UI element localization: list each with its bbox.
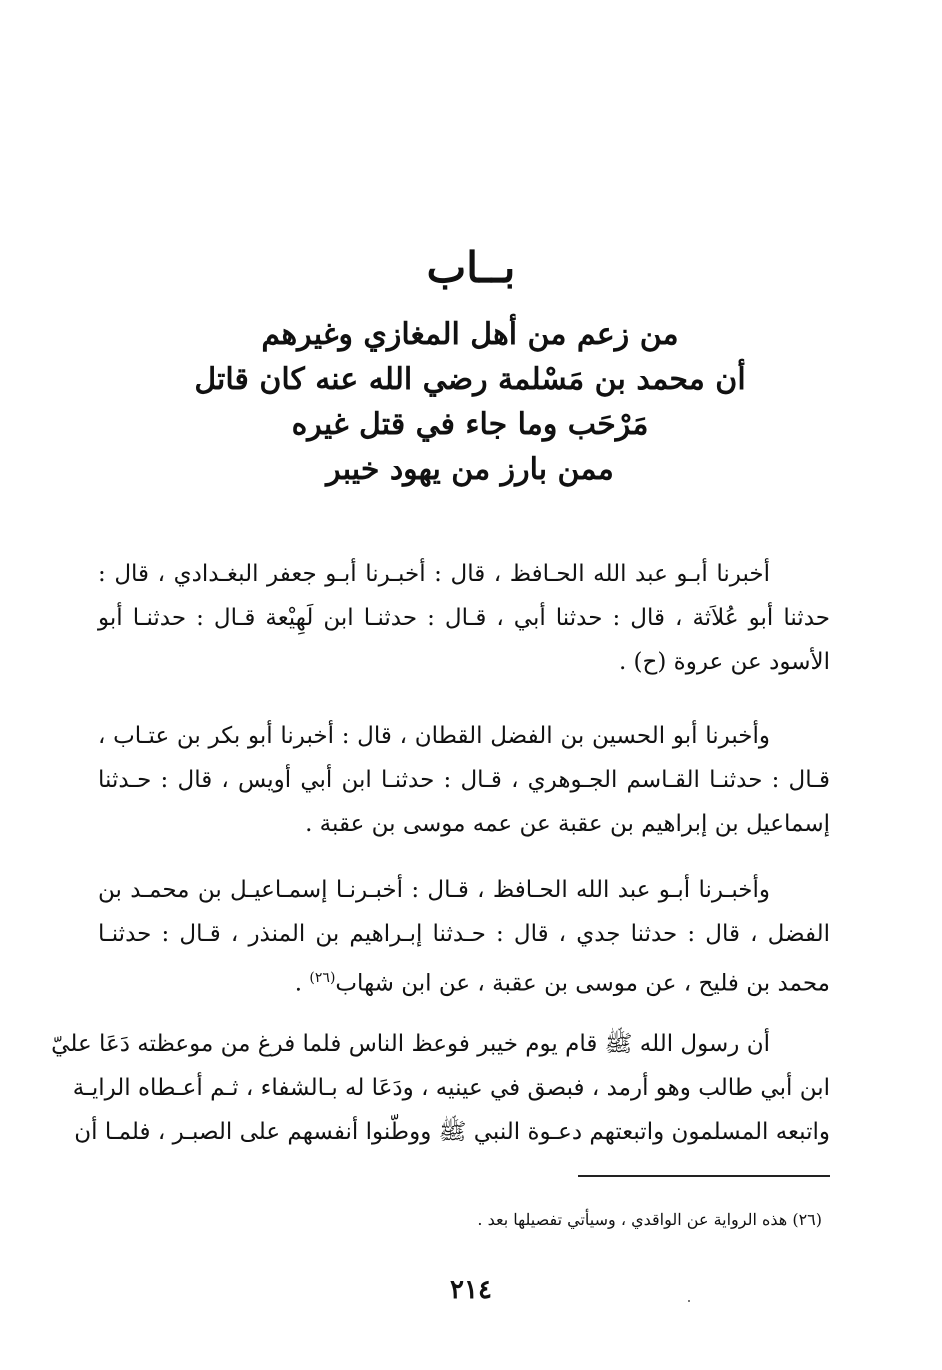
text-line: أخبرنا أبـو عبد الله الحـافظ ، قال : أخبـرنا أبـو جعفر البغـدادي ، قال :: [98, 561, 770, 587]
chapter-heading: بــاب: [426, 243, 516, 292]
footnote: (٢٦) هذه الرواية عن الواقدي ، وسيأتي تفصيلها بعد .: [477, 1210, 822, 1229]
text-line: ابن أبي طالب وهو أرمد ، فبصق في عينيه ، ودَعَا له بـالشفاء ، ثـم أعـطاه الرايـة: [72, 1075, 830, 1101]
text-line: [98, 956, 830, 1006]
text-line: الأسود عن عروة (ح) .: [618, 649, 830, 675]
text-line: أن رسول الله ﷺ قام يوم خيبر فوعظ الناس فلما فرغ من موعظته دَعَا عليّ: [51, 1031, 770, 1057]
isnad-paragraph-3: [98, 868, 830, 1006]
chapter-title-line: مَرْحَب وما جاء في قتل غيره: [291, 407, 649, 442]
scan-speck: [688, 1300, 690, 1302]
page-number: ٢١٤: [450, 1275, 492, 1305]
chapter-title-line: ممن بارز من يهود خيبر: [326, 452, 614, 487]
text-line: وأخبـرنا أبـو عبد الله الحـافظ ، قـال : أخبـرنـا إسمـاعيـل بن محمـد بن: [98, 877, 770, 903]
text-fragment: محمد بن فليح ، عن موسى بن عقبة ، عن ابن شهاب: [335, 970, 830, 997]
text-line: واتبعه المسلمون واتبعتهم دعـوة النبي ﷺ ووطّنوا أنفسهم على الصبـر ، فلمـا أن: [74, 1119, 830, 1145]
narrative-paragraph: [51, 1022, 830, 1154]
chapter-title-line: من زعم من أهل المغازي وغيرهم: [261, 317, 679, 352]
text-line: إسماعيل بن إبراهيم بن عقبة عن عمه موسى بن عقبة .: [305, 811, 830, 837]
text-fragment: .: [294, 970, 310, 997]
isnad-paragraph-2: [98, 714, 830, 846]
text-line: قـال : حدثنـا القـاسم الجـوهري ، قـال : حدثنـا ابن أبي أويس ، قال : حـدثنا: [98, 767, 830, 793]
footnote-ref: (٢٦): [309, 970, 336, 986]
chapter-title: [120, 312, 820, 492]
footnote-divider: [578, 1175, 830, 1177]
text-line: وأخبرنا أبو الحسين بن الفضل القطان ، قال : أخبرنا أبو بكر بن عتـاب ،: [98, 723, 770, 749]
text-line: حدثنا أبو عُلاَثة ، قال : حدثنا أبي ، قـال : حدثنـا ابن لَهِيْعة قـال : حدثنـا أبو: [98, 605, 830, 631]
chapter-title-line: أن محمد بن مَسْلمة رضي الله عنه كان قاتل: [194, 362, 746, 397]
text-line: الفضل ، قال : حدثنا جدي ، قال : حـدثنا إبـراهيم بن المنذر ، قـال : حدثنـا: [98, 921, 830, 947]
isnad-paragraph-1: [98, 552, 830, 684]
